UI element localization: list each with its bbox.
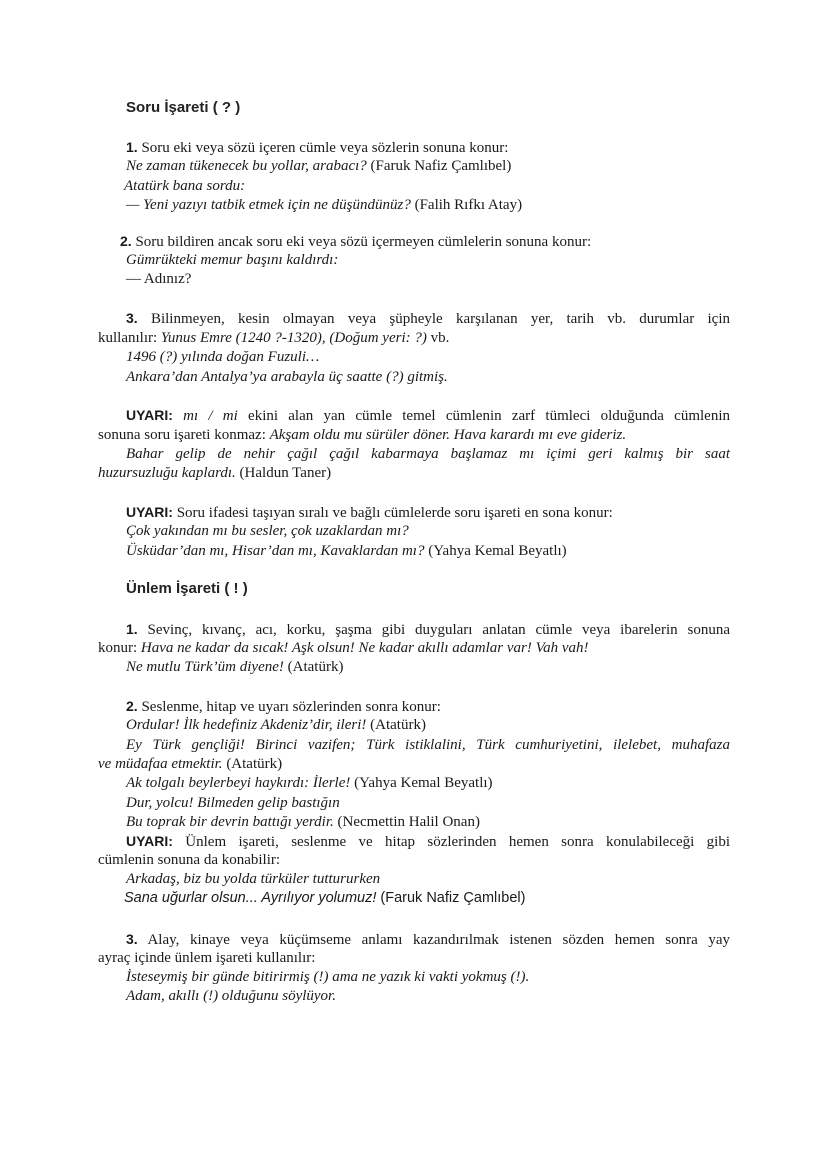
soru-rule-1 <box>126 137 828 158</box>
example-source: (Falih Rıfkı Atay) <box>410 197 523 213</box>
example-text: Ankara’dan Antalya’ya arabayla üç saatte (?) gitmiş. <box>126 369 448 385</box>
rule-text-cont <box>98 850 828 870</box>
example-line <box>124 176 828 196</box>
rule-text: Bilinmeyen, kesin olmayan veya şüpheyle karşılanan yer, tarih vb. durumlar için <box>137 311 730 327</box>
unlem-rule-2 <box>126 696 828 717</box>
example-line <box>126 367 828 387</box>
soru-rule-3 <box>126 308 730 329</box>
rule-text: sonuna soru işareti konmaz: <box>98 427 270 443</box>
example-line <box>98 754 828 774</box>
example-source: (Atatürk) <box>366 717 426 733</box>
example-line <box>98 463 828 483</box>
rule-text-cont <box>98 948 828 968</box>
section-heading-soru: Soru İşareti ( ? ) <box>126 99 241 116</box>
rule-text: Seslenme, hitap ve uyarı sözlerinden sonra konur: <box>137 699 441 715</box>
example-text: Yunus Emre (1240 ?-1320), (Doğum yeri: ?) <box>160 330 427 346</box>
example-line <box>126 250 828 270</box>
example-line <box>126 657 828 677</box>
rule-text: ekini alan yan cümle temel cümlenin zarf tümleci olduğunda cümlenin <box>237 408 730 424</box>
example-line <box>126 347 828 367</box>
rule-number: 1. <box>126 621 138 637</box>
rule-text: Soru ifadesi taşıyan sıralı ve bağlı cümlelerde soru işareti en sona konur: <box>172 505 613 521</box>
unlem-rule-3 <box>126 929 730 950</box>
example-text: Gümrükteki memur başını kaldırdı: <box>126 252 339 268</box>
rule-text: Sevinç, kıvanç, acı, korku, şaşma gibi duyguları anlatan cümle veya ibarelerin sonuna <box>137 622 730 638</box>
rule-text: konur: <box>98 640 141 656</box>
rule-number: 2. <box>120 233 132 249</box>
example-source: (Atatürk) <box>222 756 283 772</box>
example-source: (Atatürk) <box>283 659 344 675</box>
rule-text: Ünlem işareti, seslenme ve hitap sözlerinden hemen sonra konulabileceği gibi <box>172 834 730 850</box>
example-text: Bu toprak bir devrin battığı yerdir. <box>126 814 334 830</box>
example-line <box>126 793 828 813</box>
example-source: (Yahya Kemal Beyatlı) <box>350 775 493 791</box>
example-text: — Adınız? <box>126 271 192 287</box>
example-line <box>126 156 828 176</box>
uyari-note-1 <box>126 405 730 426</box>
example-line <box>126 521 828 541</box>
example-text: Dur, yolcu! Bilmeden gelip bastığın <box>126 795 340 811</box>
section-heading-unlem: Ünlem İşareti ( ! ) <box>126 580 248 597</box>
rule-text-cont <box>98 328 828 348</box>
example-line <box>126 541 828 561</box>
rule-number: 2. <box>126 698 138 714</box>
example-text: 1496 (?) yılında doğan Fuzuli… <box>126 349 320 365</box>
rule-number: 3. <box>126 931 138 947</box>
rule-number: 3. <box>126 310 138 326</box>
rule-text: cümlenin sonuna da konabilir: <box>98 852 281 868</box>
rule-text-cont <box>98 425 828 445</box>
example-text: Akşam oldu mu sürüler döner. Hava karardı mı eve gideriz. <box>269 427 627 443</box>
uyari-note-2 <box>126 502 828 523</box>
example-text: Ne zaman tükenecek bu yollar, arabacı? <box>126 158 367 174</box>
rule-text: Soru bildiren ancak soru eki veya sözü içermeyen cümlelerin sonuna konur: <box>131 234 592 250</box>
rule-text: Alay, kinaye veya küçümseme anlamı kazandırılmak istenen sözden hemen sonra yay <box>137 932 730 948</box>
example-line <box>126 986 828 1006</box>
example-line <box>126 715 828 735</box>
example-text: Ordular! İlk hedefiniz Akdeniz’dir, ileri! <box>126 717 367 733</box>
example-text: huzursuzluğu kaplardı. <box>98 465 236 481</box>
rule-text: vb. <box>426 330 450 346</box>
example-line <box>126 967 828 987</box>
example-line <box>124 888 828 908</box>
example-source: (Faruk Nafiz Çamlıbel) <box>376 890 526 906</box>
example-source: (Yahya Kemal Beyatlı) <box>424 543 567 559</box>
example-source: (Necmettin Halil Onan) <box>333 814 480 830</box>
example-line <box>126 773 828 793</box>
warning-label: UYARI: <box>126 407 173 423</box>
example-line <box>126 269 828 289</box>
soru-rule-2 <box>120 231 828 252</box>
rule-text-cont <box>98 638 828 658</box>
unlem-rule-1 <box>126 619 730 640</box>
example-text: Bahar gelip de nehir çağıl çağıl kabarmaya başlamaz mı içimi geri kalmış bir saat <box>126 446 730 462</box>
example-line <box>126 812 828 832</box>
rule-text: ayraç içinde ünlem işareti kullanılır: <box>98 950 316 966</box>
example-text: Sana uğurlar olsun... Ayrılıyor yolumuz! <box>124 890 377 906</box>
example-text: Ne mutlu Türk’üm diyene! <box>126 659 284 675</box>
example-line <box>126 735 730 755</box>
uyari-note-3 <box>126 831 730 852</box>
example-source: (Haldun Taner) <box>235 465 332 481</box>
example-text: mı / mi <box>172 408 238 424</box>
example-text: Adam, akıllı (!) olduğunu söylüyor. <box>126 988 336 1004</box>
example-line <box>126 195 828 215</box>
rule-text: Soru eki veya sözü içeren cümle veya sözlerin sonuna konur: <box>137 140 509 156</box>
example-source: (Faruk Nafiz Çamlıbel) <box>366 158 512 174</box>
example-line <box>126 869 828 889</box>
warning-label: UYARI: <box>126 833 173 849</box>
example-text: Ey Türk gençliği! Birinci vazifen; Türk istiklalini, Türk cumhuriyetini, ilelebet, muhafaza <box>126 737 730 753</box>
example-text: İsteseymiş bir günde bitirirmiş (!) ama ne yazık ki vakti yokmuş (!). <box>126 969 530 985</box>
example-text: Üsküdar’dan mı, Hisar’dan mı, Kavaklardan mı? <box>126 543 425 559</box>
rule-number: 1. <box>126 139 138 155</box>
example-text: Atatürk bana sordu: <box>124 178 246 194</box>
example-text: — Yeni yazıyı tatbik etmek için ne düşündünüz? <box>126 197 411 213</box>
example-text: Arkadaş, biz bu yolda türküler tuttururken <box>126 871 381 887</box>
rule-text: kullanılır: <box>98 330 161 346</box>
example-line <box>126 444 730 464</box>
example-text: Hava ne kadar da sıcak! Aşk olsun! Ne kadar akıllı adamlar var! Vah vah! <box>140 640 589 656</box>
example-text: Çok yakından mı bu sesler, çok uzaklardan mı? <box>126 523 409 539</box>
warning-label: UYARI: <box>126 504 173 520</box>
example-text: ve müdafaa etmektir. <box>98 756 223 772</box>
example-text: Ak tolgalı beylerbeyi haykırdı: İlerle! <box>126 775 351 791</box>
